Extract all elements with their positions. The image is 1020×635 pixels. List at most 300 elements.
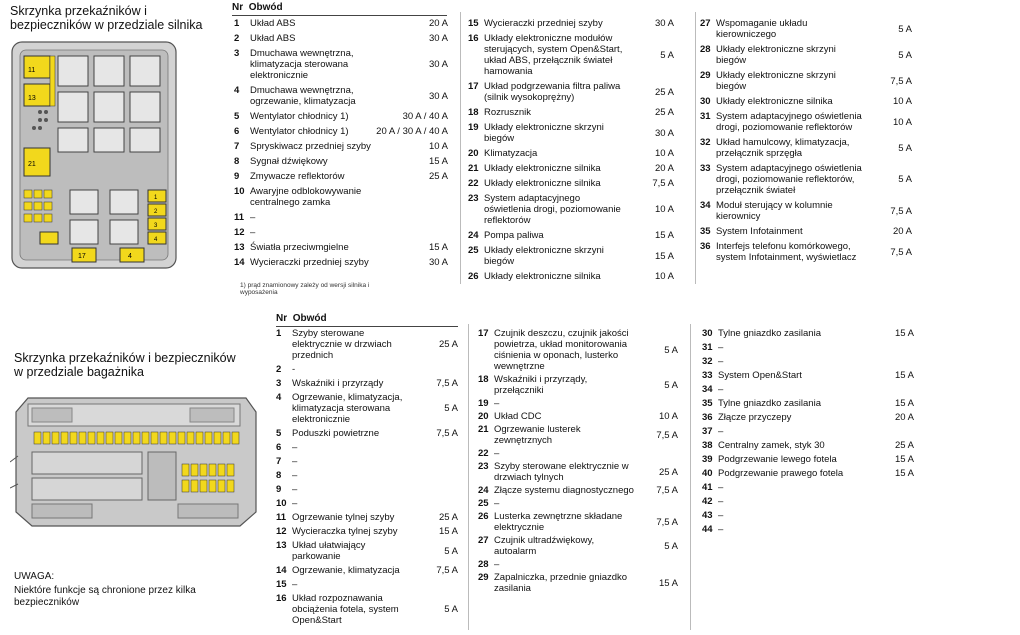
fuse-row — [234, 257, 448, 268]
fuse-row — [468, 230, 674, 241]
fuse-row — [276, 540, 458, 562]
fuse-circuit: – — [292, 442, 298, 453]
fuse-circuit: System adaptacyjnego oświetlenia drogi, poziomowanie reflektorów — [484, 193, 621, 226]
fuse-number: 25 — [468, 245, 479, 256]
fuse-number: 18 — [478, 374, 489, 385]
fuse-row — [234, 156, 448, 167]
fuse-circuit: - — [292, 364, 296, 375]
fuse-amperage: 10 A — [654, 271, 674, 282]
fuse-row — [478, 559, 678, 570]
fuse-circuit: – — [292, 498, 298, 509]
fuse-number: 6 — [234, 126, 240, 137]
fuse-row — [702, 482, 914, 493]
fuse-number: 10 — [234, 186, 245, 197]
fuse-number: 10 — [276, 498, 287, 509]
fuse-row — [702, 510, 914, 521]
fuse-circuit: – — [718, 384, 724, 395]
fuse-circuit: Układy elektroniczne silnika — [484, 163, 601, 174]
fuse-amperage: 15 A — [428, 156, 448, 167]
fuse-number: 32 — [702, 356, 713, 367]
fuse-number: 40 — [702, 468, 713, 479]
fuse-circuit: Układy elektroniczne skrzyni biegów — [484, 122, 604, 144]
fuse-row — [468, 178, 674, 189]
fuse-number: 20 — [468, 148, 479, 159]
svg-text:3: 3 — [154, 223, 158, 229]
engine-table-header: Nr Obwód — [232, 2, 447, 16]
fuse-row — [468, 193, 674, 226]
fuse-circuit: Złącze przyczepy — [718, 412, 792, 423]
fuse-circuit: Układy elektroniczne skrzyni biegów — [484, 245, 604, 267]
fuse-number: 26 — [478, 511, 489, 522]
fuse-row — [468, 107, 674, 118]
fuse-row — [234, 212, 448, 223]
fuse-number: 29 — [700, 70, 711, 81]
fuse-amperage: 10 A — [428, 141, 448, 152]
fuse-row — [468, 81, 674, 103]
fuse-circuit: System Infotainment — [716, 226, 803, 237]
fuse-circuit: – — [250, 227, 256, 238]
fuse-amperage: 10 A — [658, 411, 678, 422]
fuse-circuit: Wspomaganie układu kierowniczego — [716, 18, 808, 40]
fuse-number: 29 — [478, 572, 489, 583]
fuse-amperage: 30 A — [654, 18, 674, 29]
fuse-circuit: Tylne gniazdko zasilania — [718, 328, 821, 339]
fuse-amperage: 30 A — [428, 33, 448, 44]
fuse-amperage: 20 A — [654, 163, 674, 174]
fuse-amperage: 20 A — [894, 412, 914, 423]
fuse-number: 16 — [468, 33, 479, 44]
fuse-row — [276, 470, 458, 481]
fuse-number: 22 — [468, 178, 479, 189]
fuse-row — [700, 200, 912, 222]
fuse-row — [276, 392, 458, 425]
fuse-number: 8 — [276, 470, 282, 481]
fuse-amperage: 10 A — [892, 117, 912, 128]
fuse-amperage: 15 A — [658, 578, 678, 589]
fuse-circuit: – — [718, 510, 724, 521]
fuse-amperage: 7,5 A — [436, 428, 458, 439]
fuse-row — [234, 33, 448, 44]
fuse-circuit: – — [494, 398, 500, 409]
fuse-number: 31 — [702, 342, 713, 353]
fuse-circuit: Układ podgrzewania filtra paliwa (silnik wysokoprężny) — [484, 81, 621, 103]
trunk-fuse-column-1 — [276, 328, 458, 629]
fuse-amperage: 5 A — [898, 143, 912, 154]
fuse-number: 44 — [702, 524, 713, 535]
fuse-row — [276, 484, 458, 495]
fuse-amperage: 30 A — [428, 59, 448, 70]
fuse-circuit: Układ CDC — [494, 411, 542, 422]
fuse-circuit: Podgrzewanie lewego fotela — [718, 454, 837, 465]
fuse-number: 41 — [702, 482, 713, 493]
svg-text:4: 4 — [128, 253, 132, 260]
fuse-amperage: 5 A — [444, 546, 458, 557]
fuse-amperage: 15 A — [894, 398, 914, 409]
fuse-amperage: 25 A — [438, 339, 458, 350]
fuse-row — [702, 412, 914, 423]
fuse-number: 27 — [478, 535, 489, 546]
fuse-circuit: – — [494, 448, 500, 459]
fuse-number: 7 — [276, 456, 282, 467]
fuse-circuit: Podgrzewanie prawego fotela — [718, 468, 844, 479]
fuse-circuit: Ogrzewanie, klimatyzacja — [292, 565, 400, 576]
fuse-circuit: – — [292, 470, 298, 481]
trunk-table-header: Nr Obwód — [276, 313, 458, 327]
fuse-amperage: 25 A — [658, 467, 678, 478]
fuse-number: 3 — [234, 48, 240, 59]
fuse-circuit: Układy elektroniczne modułów sterujących, system Open&Start, układ ABS, przełącznik świateł hamowania — [484, 33, 623, 77]
fuse-circuit: Wentylator chłodnicy 1) — [250, 126, 349, 137]
fuse-row — [702, 342, 914, 353]
fuse-circuit: Układy elektroniczne skrzyni biegów — [716, 70, 836, 92]
fuse-row — [276, 328, 458, 361]
fuse-amperage: 25 A — [894, 440, 914, 451]
fuse-circuit: – — [250, 212, 256, 223]
fuse-circuit: Ogrzewanie lusterek zewnętrznych — [494, 424, 581, 446]
fuse-number: 38 — [702, 440, 713, 451]
fuse-row — [468, 122, 674, 144]
fuse-circuit: Sygnał dźwiękowy — [250, 156, 328, 167]
fuse-amperage: 7,5 A — [890, 247, 912, 258]
fuse-amperage: 5 A — [898, 50, 912, 61]
fuse-amperage: 20 A — [892, 226, 912, 237]
fuse-row — [478, 398, 678, 409]
fuse-circuit: Czujnik deszczu, czujnik jakości powietrza, układ monitorowania ciśnienia w oponach, lusterko wewnętrzne — [494, 328, 629, 372]
fuse-circuit: Ogrzewanie, klimatyzacja, klimatyzacja sterowana elektronicznie — [292, 392, 403, 425]
fuse-circuit: Interfejs telefonu komórkowego, system Infotainment, wyświetlacz — [716, 241, 857, 263]
fuse-circuit: System adaptacyjnego oświetlenia drogi, poziomowanie reflektorów, przełącznik świateł — [716, 163, 862, 196]
fuse-circuit: – — [292, 484, 298, 495]
fuse-amperage: 15 A — [894, 468, 914, 479]
fuse-number: 20 — [478, 411, 489, 422]
fuse-row — [478, 535, 678, 557]
fuse-number: 11 — [276, 512, 287, 523]
fuse-circuit: – — [292, 579, 298, 590]
fuse-amperage: 30 A — [428, 91, 448, 102]
fuse-number: 6 — [276, 442, 282, 453]
fuse-amperage: 10 A — [654, 148, 674, 159]
fuse-row — [276, 428, 458, 439]
fuse-row — [700, 137, 912, 159]
fuse-row — [700, 18, 912, 40]
fuse-number: 43 — [702, 510, 713, 521]
fuse-amperage: 7,5 A — [656, 430, 678, 441]
fuse-number: 35 — [702, 398, 713, 409]
fuse-number: 5 — [234, 111, 240, 122]
fuse-row — [702, 370, 914, 381]
fuse-number: 1 — [234, 18, 240, 29]
engine-fuse-box-diagram — [10, 40, 180, 272]
fuse-number: 17 — [468, 81, 479, 92]
fuse-number: 30 — [700, 96, 711, 107]
fuse-circuit: Zmywacze reflektorów — [250, 171, 345, 182]
fuse-amperage: 15 A — [654, 251, 674, 262]
engine-box-title: Skrzynka przekaźników i bezpieczników w przedziale silnika — [10, 4, 203, 32]
fuse-row — [276, 565, 458, 576]
fuse-circuit: Pompa paliwa — [484, 230, 544, 241]
fuse-row — [276, 442, 458, 453]
svg-text:1: 1 — [154, 195, 158, 201]
fuse-row — [700, 96, 912, 107]
fuse-number: 15 — [468, 18, 479, 29]
svg-text:2: 2 — [154, 209, 158, 215]
fuse-circuit: Układ ABS — [250, 33, 296, 44]
fuse-circuit: Wskaźniki i przyrządy, przełączniki — [494, 374, 588, 396]
fuse-row — [276, 579, 458, 590]
fuse-amperage: 5 A — [898, 24, 912, 35]
fuse-row — [468, 33, 674, 77]
fuse-amperage: 15 A — [894, 328, 914, 339]
fuse-circuit: Dmuchawa wewnętrzna, ogrzewanie, klimatyzacja — [250, 85, 356, 107]
fuse-number: 14 — [234, 257, 245, 268]
fuse-amperage: 20 A — [428, 18, 448, 29]
fuse-amperage: 7,5 A — [656, 517, 678, 528]
fuse-row — [276, 364, 458, 375]
fuse-row — [276, 512, 458, 523]
fuse-number: 21 — [478, 424, 489, 435]
fuse-number: 1 — [276, 328, 282, 339]
fuse-circuit: Zapalniczka, przednie gniazdko zasilania — [494, 572, 628, 594]
fuse-row — [478, 411, 678, 422]
fuse-row — [234, 48, 448, 81]
fuse-circuit: – — [718, 342, 724, 353]
fuse-circuit: Lusterka zewnętrzne składane elektrycznie — [494, 511, 623, 533]
fuse-number: 34 — [700, 200, 711, 211]
fuse-circuit: – — [718, 356, 724, 367]
fuse-row — [700, 44, 912, 66]
fuse-row — [468, 271, 674, 282]
fuse-amperage: 15 A — [654, 230, 674, 241]
fuse-circuit: System Open&Start — [718, 370, 802, 381]
fuse-circuit: Spryskiwacz przedniej szyby — [250, 141, 371, 152]
fuse-row — [702, 468, 914, 479]
fuse-amperage: 30 A / 40 A — [402, 111, 448, 122]
fuse-number: 19 — [468, 122, 479, 133]
fuse-row — [702, 398, 914, 409]
fuse-circuit: Układy elektroniczne skrzyni biegów — [716, 44, 836, 66]
fuse-circuit: Ogrzewanie tylnej szyby — [292, 512, 395, 523]
fuse-circuit: – — [718, 524, 724, 535]
trunk-fuse-column-2 — [478, 328, 678, 596]
fuse-number: 24 — [478, 485, 489, 496]
fuse-amperage: 20 A / 30 A / 40 A — [376, 126, 448, 137]
fuse-number: 32 — [700, 137, 711, 148]
fuse-number: 28 — [700, 44, 711, 55]
fuse-row — [700, 163, 912, 196]
fuse-row — [276, 378, 458, 389]
fuse-circuit: Dmuchawa wewnętrzna, klimatyzacja sterowana elektronicznie — [250, 48, 354, 81]
fuse-number: 13 — [234, 242, 245, 253]
fuse-row — [478, 424, 678, 446]
fuse-row — [234, 126, 448, 137]
fuse-number: 28 — [478, 559, 489, 570]
fuse-row — [478, 448, 678, 459]
fuse-amperage: 15 A — [894, 370, 914, 381]
fuse-row — [234, 186, 448, 208]
fuse-number: 30 — [702, 328, 713, 339]
fuse-circuit: Awaryjne odblokowywanie centralnego zamka — [250, 186, 362, 208]
fuse-amperage: 15 A — [428, 242, 448, 253]
fuse-number: 23 — [478, 461, 489, 472]
fuse-row — [702, 454, 914, 465]
fuse-amperage: 25 A — [654, 107, 674, 118]
fuse-amperage: 30 A — [428, 257, 448, 268]
fuse-row — [234, 171, 448, 182]
fuse-number: 12 — [276, 526, 287, 537]
fuse-amperage: 5 A — [444, 604, 458, 615]
fuse-number: 23 — [468, 193, 479, 204]
fuse-row — [234, 85, 448, 107]
fuse-number: 4 — [276, 392, 282, 403]
fuse-number: 2 — [276, 364, 282, 375]
fuse-circuit: Szyby sterowane elektrycznie w drzwiach tylnych — [494, 461, 629, 483]
trunk-box-title: Skrzynka przekaźników i bezpieczników w przedziale bagażnika — [14, 351, 236, 379]
fuse-amperage: 30 A — [654, 128, 674, 139]
svg-text:13: 13 — [28, 95, 36, 102]
fuse-circuit: – — [494, 559, 500, 570]
fuse-circuit: Układy elektroniczne silnika — [716, 96, 833, 107]
fuse-circuit: Układ rozpoznawania obciążenia fotela, system Open&Start — [292, 593, 399, 626]
svg-text:21: 21 — [28, 161, 36, 168]
fuse-circuit: Wycieraczki przedniej szyby — [484, 18, 603, 29]
fuse-amperage: 7,5 A — [436, 378, 458, 389]
fuse-row — [700, 241, 912, 263]
fuse-amperage: 5 A — [664, 345, 678, 356]
fuse-amperage: 5 A — [898, 174, 912, 185]
fuse-circuit: Rozrusznik — [484, 107, 531, 118]
fuse-number: 21 — [468, 163, 479, 174]
fuse-circuit: – — [718, 496, 724, 507]
fuse-row — [468, 245, 674, 267]
fuse-circuit: – — [718, 426, 724, 437]
fuse-row — [276, 498, 458, 509]
trunk-fuse-box-diagram — [10, 392, 262, 532]
fuse-circuit: Układ hamulcowy, klimatyzacja, przełącznik sprzęgła — [716, 137, 850, 159]
fuse-number: 42 — [702, 496, 713, 507]
fuse-number: 26 — [468, 271, 479, 282]
fuse-number: 24 — [468, 230, 479, 241]
engine-fuse-column-1 — [234, 18, 448, 272]
fuse-amperage: 7,5 A — [656, 485, 678, 496]
engine-fuse-column-2 — [468, 18, 674, 286]
fuse-circuit: Centralny zamek, styk 30 — [718, 440, 825, 451]
fuse-circuit: Wentylator chłodnicy 1) — [250, 111, 349, 122]
fuse-amperage: 5 A — [664, 380, 678, 391]
fuse-number: 37 — [702, 426, 713, 437]
svg-text:4: 4 — [154, 237, 158, 243]
fuse-number: 11 — [234, 212, 245, 223]
fuse-row — [702, 356, 914, 367]
fuse-number: 34 — [702, 384, 713, 395]
fuse-circuit: – — [494, 498, 500, 509]
fuse-number: 33 — [702, 370, 713, 381]
trunk-fuse-column-3 — [702, 328, 914, 538]
fuse-circuit: Wskaźniki i przyrządy — [292, 378, 384, 389]
fuse-row — [702, 440, 914, 451]
fuse-circuit: Szyby sterowane elektrycznie w drzwiach przednich — [292, 328, 392, 361]
fuse-row — [234, 18, 448, 29]
fuse-amperage: 7,5 A — [652, 178, 674, 189]
fuse-number: 27 — [700, 18, 711, 29]
fuse-amperage: 10 A — [654, 204, 674, 215]
fuse-row — [700, 70, 912, 92]
fuse-row — [234, 141, 448, 152]
fuse-amperage: 25 A — [428, 171, 448, 182]
fuse-amperage: 7,5 A — [890, 76, 912, 87]
fuse-number: 12 — [234, 227, 245, 238]
fuse-circuit: Moduł sterujący w kolumnie kierownicy — [716, 200, 833, 222]
fuse-circuit: Poduszki powietrzne — [292, 428, 380, 439]
fuse-circuit: Wycieraczki przedniej szyby — [250, 257, 369, 268]
fuse-number: 2 — [234, 33, 240, 44]
fuse-circuit: Układ ułatwiający parkowanie — [292, 540, 366, 562]
fuse-amperage: 15 A — [438, 526, 458, 537]
fuse-amperage: 25 A — [438, 512, 458, 523]
fuse-row — [468, 18, 674, 29]
fuse-amperage: 25 A — [654, 87, 674, 98]
fuse-amperage: 10 A — [892, 96, 912, 107]
fuse-row — [276, 456, 458, 467]
fuse-row — [276, 526, 458, 537]
fuse-number: 25 — [478, 498, 489, 509]
fuse-circuit: – — [292, 456, 298, 467]
fuse-amperage: 15 A — [894, 454, 914, 465]
fuse-row — [702, 524, 914, 535]
svg-text:11: 11 — [28, 67, 36, 74]
fuse-number: 31 — [700, 111, 711, 122]
fuse-circuit: Klimatyzacja — [484, 148, 538, 159]
engine-footnote: 1) prąd znamionowy zależy od wersji silnika i wyposażenia — [240, 282, 370, 296]
fuse-row — [478, 461, 678, 483]
fuse-row — [276, 593, 458, 626]
fuse-row — [234, 227, 448, 238]
fuse-circuit: Czujnik ultradźwiękowy, autoalarm — [494, 535, 595, 557]
fuse-circuit: Światła przeciwmgielne — [250, 242, 349, 253]
fuse-row — [478, 572, 678, 594]
fuse-row — [478, 485, 678, 496]
fuse-amperage: 5 A — [660, 50, 674, 61]
fuse-amperage: 5 A — [664, 541, 678, 552]
fuse-circuit: Układy elektroniczne silnika — [484, 271, 601, 282]
fuse-number: 36 — [702, 412, 713, 423]
fuse-number: 9 — [276, 484, 282, 495]
fuse-row — [468, 148, 674, 159]
fuse-row — [478, 498, 678, 509]
fuse-row — [478, 511, 678, 533]
fuse-row — [234, 111, 448, 122]
fuse-row — [702, 426, 914, 437]
fuse-number: 17 — [478, 328, 489, 339]
svg-text:17: 17 — [78, 253, 86, 260]
fuse-circuit: Układy elektroniczne silnika — [484, 178, 601, 189]
fuse-number: 5 — [276, 428, 282, 439]
fuse-number: 15 — [276, 579, 287, 590]
fuse-number: 33 — [700, 163, 711, 174]
fuse-row — [700, 111, 912, 133]
fuse-amperage: 7,5 A — [890, 206, 912, 217]
note-title: UWAGA: — [14, 571, 55, 582]
fuse-number: 16 — [276, 593, 287, 604]
note-text: Niektóre funkcje są chronione przez kilka bezpieczników — [14, 585, 196, 608]
fuse-number: 22 — [478, 448, 489, 459]
fuse-number: 7 — [234, 141, 240, 152]
fuse-circuit: Układ ABS — [250, 18, 296, 29]
fuse-number: 14 — [276, 565, 287, 576]
fuse-amperage: 7,5 A — [436, 565, 458, 576]
fuse-number: 4 — [234, 85, 240, 96]
fuse-amperage: 5 A — [444, 403, 458, 414]
fuse-row — [478, 328, 678, 372]
